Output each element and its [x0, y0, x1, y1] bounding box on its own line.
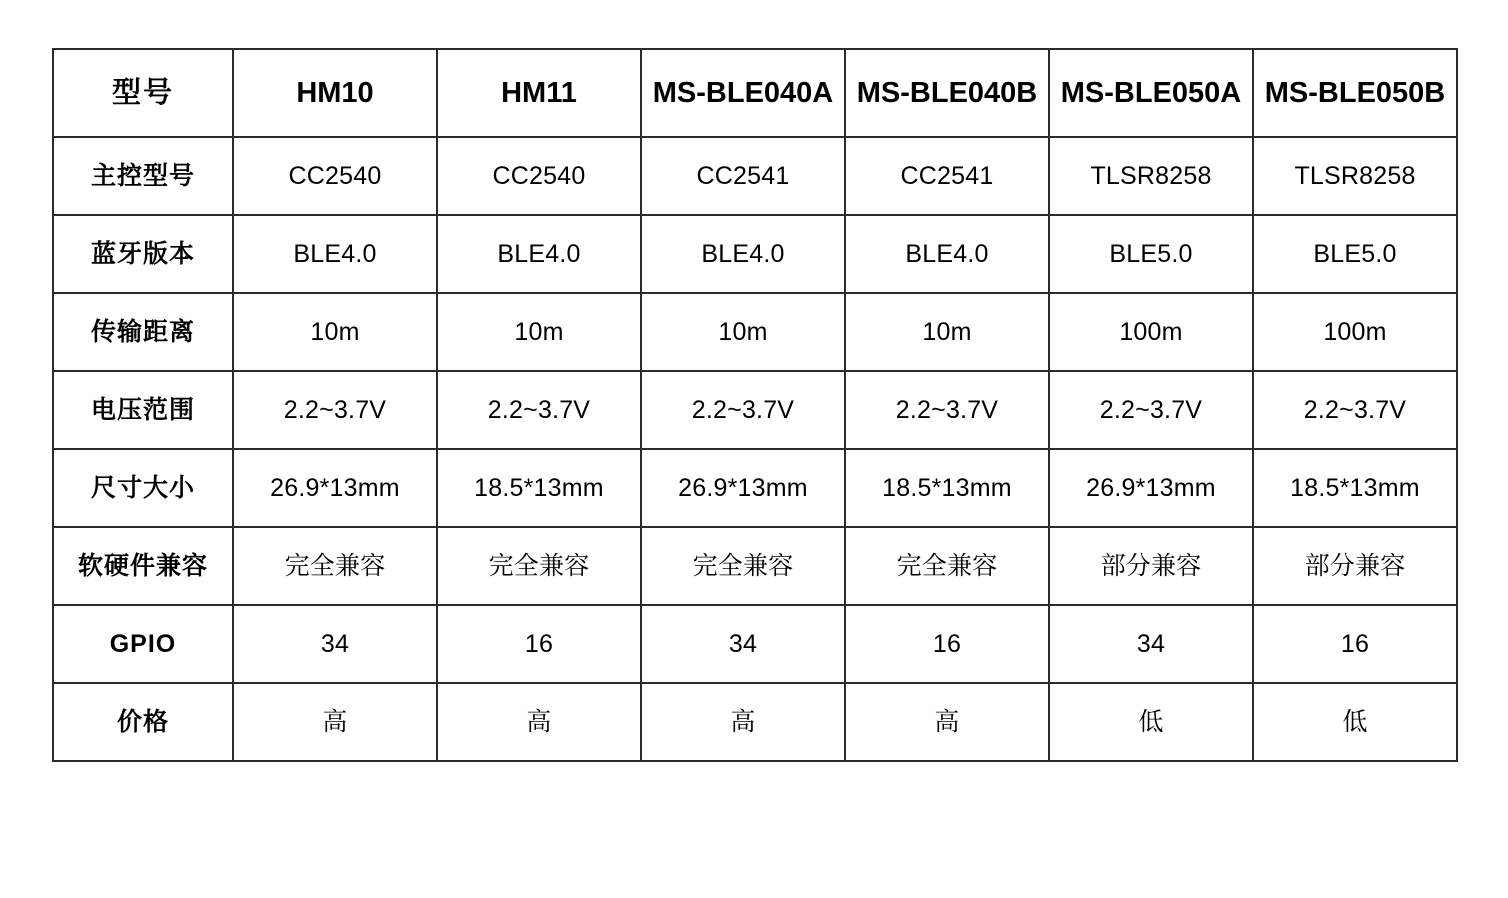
cell: CC2540 [233, 137, 437, 215]
cell: 18.5*13mm [1253, 449, 1457, 527]
cell: 低 [1049, 683, 1253, 761]
cell: BLE4.0 [233, 215, 437, 293]
cell: 2.2~3.7V [641, 371, 845, 449]
cell: 18.5*13mm [437, 449, 641, 527]
cell: 低 [1253, 683, 1457, 761]
row-label-price: 价格 [53, 683, 233, 761]
cell: 34 [233, 605, 437, 683]
cell: CC2540 [437, 137, 641, 215]
cell: 26.9*13mm [641, 449, 845, 527]
column-header-6: MS-BLE050B [1253, 49, 1457, 137]
cell: 2.2~3.7V [437, 371, 641, 449]
table-row [53, 371, 1457, 449]
cell: 2.2~3.7V [1049, 371, 1253, 449]
cell: 10m [233, 293, 437, 371]
table-row [53, 137, 1457, 215]
cell: BLE5.0 [1253, 215, 1457, 293]
cell: 部分兼容 [1049, 527, 1253, 605]
table-row [53, 605, 1457, 683]
cell: 高 [641, 683, 845, 761]
table-row [53, 527, 1457, 605]
cell: 18.5*13mm [845, 449, 1049, 527]
cell: CC2541 [641, 137, 845, 215]
row-label-voltage-range: 电压范围 [53, 371, 233, 449]
table-row [53, 215, 1457, 293]
cell: 完全兼容 [233, 527, 437, 605]
row-label-bluetooth-version: 蓝牙版本 [53, 215, 233, 293]
cell: 16 [437, 605, 641, 683]
row-label-compatibility: 软硬件兼容 [53, 527, 233, 605]
cell: 26.9*13mm [1049, 449, 1253, 527]
cell: TLSR8258 [1253, 137, 1457, 215]
column-header-1: HM10 [233, 49, 437, 137]
cell: 高 [233, 683, 437, 761]
cell: 10m [845, 293, 1049, 371]
row-label-gpio: GPIO [53, 605, 233, 683]
row-label-main-chip: 主控型号 [53, 137, 233, 215]
cell: 26.9*13mm [233, 449, 437, 527]
cell: 34 [1049, 605, 1253, 683]
row-label-transmission-distance: 传输距离 [53, 293, 233, 371]
column-header-5: MS-BLE050A [1049, 49, 1253, 137]
cell: 完全兼容 [845, 527, 1049, 605]
header-label-model: 型号 [53, 49, 233, 137]
cell: 完全兼容 [641, 527, 845, 605]
cell: 2.2~3.7V [233, 371, 437, 449]
cell: 10m [641, 293, 845, 371]
cell: 高 [845, 683, 1049, 761]
cell: CC2541 [845, 137, 1049, 215]
cell: 部分兼容 [1253, 527, 1457, 605]
cell: BLE4.0 [437, 215, 641, 293]
bluetooth-module-spec-table [52, 48, 1458, 762]
cell: BLE4.0 [641, 215, 845, 293]
cell: BLE4.0 [845, 215, 1049, 293]
column-header-3: MS-BLE040A [641, 49, 845, 137]
cell: 2.2~3.7V [1253, 371, 1457, 449]
cell: 完全兼容 [437, 527, 641, 605]
cell: 16 [1253, 605, 1457, 683]
table-header-row [53, 49, 1457, 137]
cell: 10m [437, 293, 641, 371]
cell: 16 [845, 605, 1049, 683]
cell: 100m [1049, 293, 1253, 371]
table-row [53, 683, 1457, 761]
cell: 2.2~3.7V [845, 371, 1049, 449]
cell: BLE5.0 [1049, 215, 1253, 293]
cell: TLSR8258 [1049, 137, 1253, 215]
cell: 高 [437, 683, 641, 761]
cell: 34 [641, 605, 845, 683]
table-row [53, 449, 1457, 527]
table-row [53, 293, 1457, 371]
cell: 100m [1253, 293, 1457, 371]
column-header-4: MS-BLE040B [845, 49, 1049, 137]
row-label-dimensions: 尺寸大小 [53, 449, 233, 527]
column-header-2: HM11 [437, 49, 641, 137]
